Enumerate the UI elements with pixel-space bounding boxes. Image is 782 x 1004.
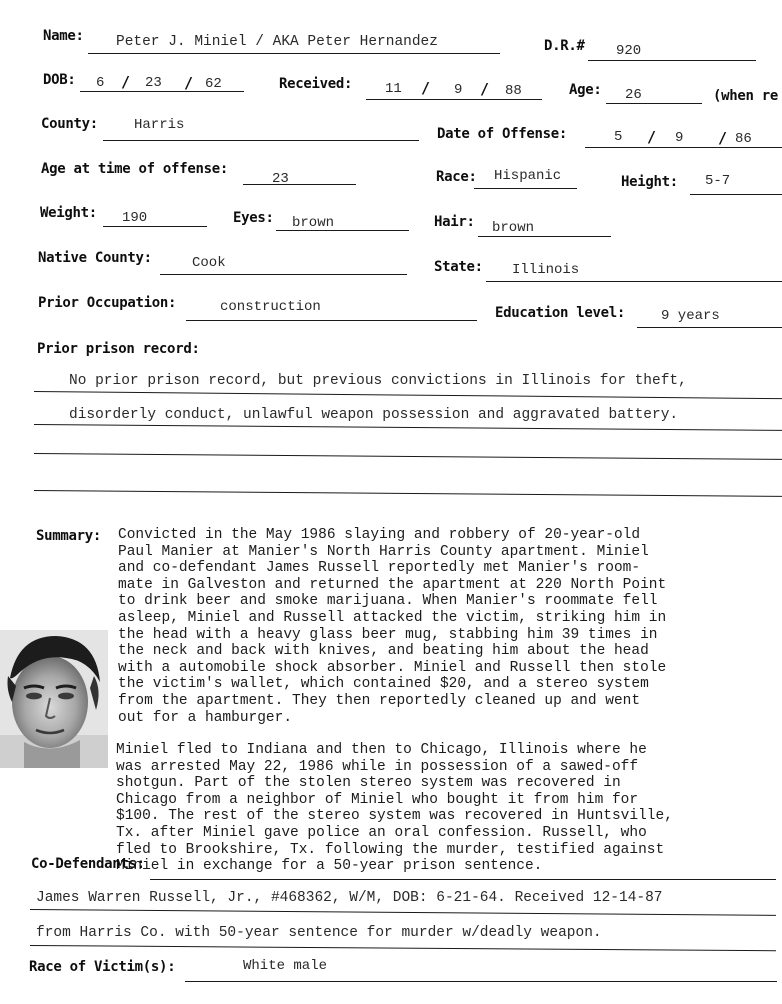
summary-line: Chicago from a neighbor of Miniel who bought it from him for <box>116 791 639 808</box>
summary-line: Miniel fled to Indiana and then to Chicago, Illinois where he <box>116 742 647 758</box>
dob-day: 23 <box>145 75 162 91</box>
mugshot-photo <box>0 630 108 768</box>
race-label: Race: <box>436 169 477 185</box>
summary-line: and co-defendant James Russell reportedly met Manier's room- <box>118 560 641 577</box>
eyes-value: brown <box>292 215 335 231</box>
hair-value: brown <box>492 220 535 236</box>
weight-label: Weight: <box>40 205 97 221</box>
prior-record-line-2: disorderly conduct, unlawful weapon possession and aggravated battery. <box>69 407 679 423</box>
co-defendant-line-1: James Warren Russell, Jr., #468362, W/M, DOB: 6-21-64. Received 12-14-87 <box>36 890 663 906</box>
summary-line: to drink beer and smoke marijuana. When Manier's roommate fell <box>118 593 658 610</box>
race-of-victims-label: Race of Victim(s): <box>29 959 176 975</box>
age-at-offense-label: Age at time of offense: <box>41 161 228 177</box>
hair-label: Hair: <box>434 214 475 230</box>
summary-line: Tx. after Miniel gave police an oral confession. Russell, who <box>116 824 647 841</box>
summary-line: the head with a heavy glass beer mug, stabbing him 39 times in <box>118 626 658 643</box>
when-received-note: (when re <box>713 88 779 104</box>
weight-value: 190 <box>122 210 148 226</box>
summary-paragraph-2 <box>116 742 673 875</box>
summary-line: Miniel in exchange for a 50-year prison sentence. <box>116 858 543 875</box>
summary-paragraph-1 <box>118 527 666 726</box>
offense-month: 5 <box>614 129 623 145</box>
dob-month: 6 <box>96 75 105 91</box>
dr-value: 920 <box>616 43 642 59</box>
county-label: County: <box>41 116 98 132</box>
summary-line: the neck and back with knives, and beating him about the head <box>118 643 649 660</box>
summary-line: Paul Manier at Manier's North Harris County apartment. Miniel <box>118 543 649 560</box>
summary-line: asleep, Miniel and Russell attacked the victim, striking him in <box>118 609 667 626</box>
summary-line: from the apartment. They then reportedly cleaned up and went <box>118 692 641 709</box>
summary-line: shotgun. Part of the stolen stereo system was recovered in <box>116 775 621 792</box>
received-day: 9 <box>454 82 463 98</box>
dr-label: D.R.# <box>544 38 585 54</box>
summary-line: the victim's wallet, which contained $20, and a stereo system <box>118 676 649 693</box>
summary-line: was arrested May 22, 1986 while in possession of a sawed-off <box>116 758 639 775</box>
age-at-offense-value: 23 <box>272 171 289 187</box>
race-value: Hispanic <box>494 168 562 184</box>
native-county-label: Native County: <box>38 250 152 266</box>
prior-prison-record-label: Prior prison record: <box>37 341 200 357</box>
summary-line: Convicted in the May 1986 slaying and robbery of 20-year-old <box>118 527 641 543</box>
offense-day: 9 <box>675 130 684 146</box>
education-level-label: Education level: <box>495 305 626 321</box>
age-value: 26 <box>625 87 642 103</box>
date-of-offense-label: Date of Offense: <box>437 126 568 142</box>
education-level-value: 9 years <box>661 308 720 324</box>
received-label: Received: <box>279 76 353 92</box>
co-defendants-label: Co-Defendants: <box>31 856 145 872</box>
summary-line: mate in Galveston and returned the apartment at 220 North Point <box>118 576 667 593</box>
received-month: 11 <box>385 81 402 97</box>
summary-line: out for a hamburger. <box>118 709 293 726</box>
prior-occupation-value: construction <box>220 299 321 315</box>
state-label: State: <box>434 259 483 275</box>
height-value: 5-7 <box>705 173 731 189</box>
county-value: Harris <box>134 117 185 133</box>
received-year: 88 <box>505 83 522 99</box>
offense-year: 86 <box>735 131 752 147</box>
prior-record-line-1: No prior prison record, but previous convictions in Illinois for theft, <box>69 373 687 389</box>
dob-year: 62 <box>205 76 222 92</box>
summary-line: with a automobile shock absorber. Miniel and Russell then stole <box>118 659 667 676</box>
age-label: Age: <box>569 82 602 98</box>
summary-line: $100. The rest of the stereo system was recovered in Huntsville, <box>116 808 673 825</box>
eyes-label: Eyes: <box>233 210 274 226</box>
summary-line: fled to Brookshire, Tx. following the murder, testified against <box>116 841 665 858</box>
co-defendant-line-2: from Harris Co. with 50-year sentence for murder w/deadly weapon. <box>36 925 602 941</box>
prior-occupation-label: Prior Occupation: <box>38 295 177 311</box>
height-label: Height: <box>621 174 678 190</box>
race-of-victims-value: White male <box>243 958 328 974</box>
summary-label: Summary: <box>36 528 102 544</box>
state-value: Illinois <box>512 262 580 278</box>
dob-label: DOB: <box>43 72 76 88</box>
name-label: Name: <box>43 28 84 44</box>
native-county-value: Cook <box>192 255 226 271</box>
name-value: Peter J. Miniel / AKA Peter Hernandez <box>116 34 438 50</box>
